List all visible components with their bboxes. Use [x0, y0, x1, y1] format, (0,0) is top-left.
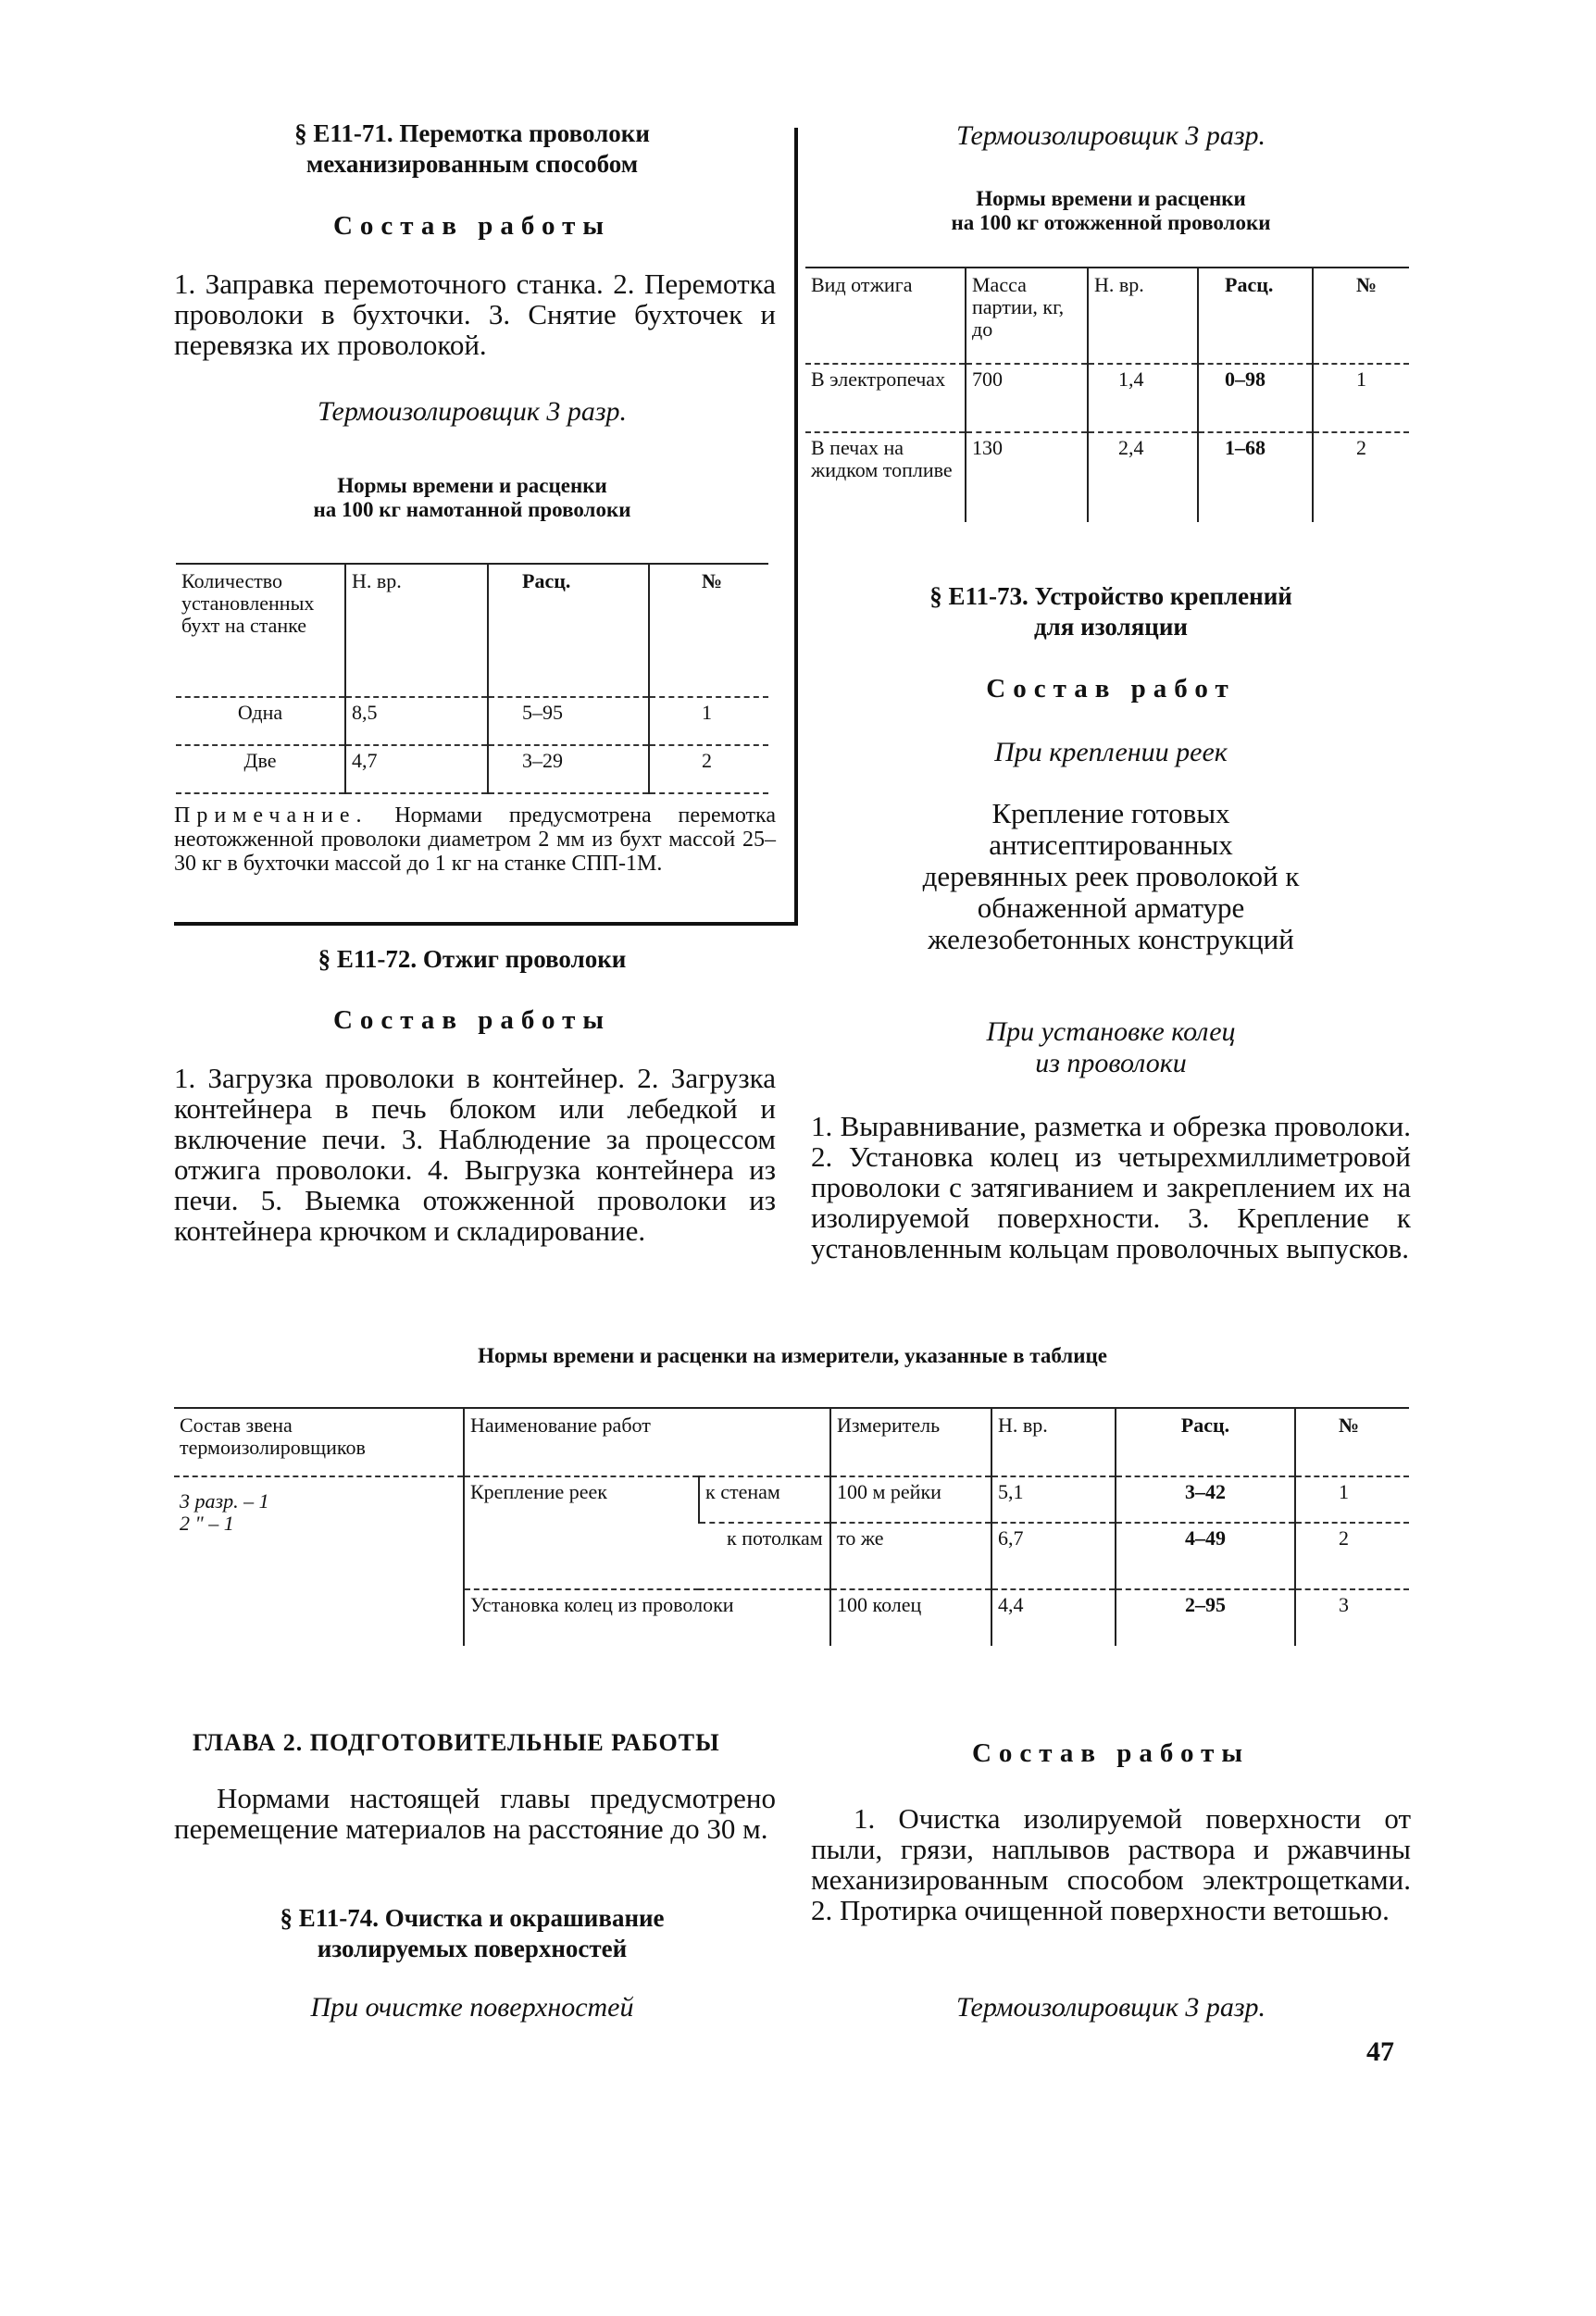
s73-table	[174, 1407, 1409, 1646]
s73-title: § Е11-73. Устройство креплений для изоляции	[929, 582, 1292, 641]
table-header: Н. вр.	[1088, 268, 1198, 364]
table-header: №	[1295, 1408, 1409, 1476]
s72-norms-caption: Нормы времени и расценки на 100 кг отожженной проволоки	[951, 187, 1271, 234]
s73-sub1-text: Крепление готовых антисептированных деревянных реек проволокой к обнаженной арматуре железобетонных конструкций	[922, 797, 1300, 955]
table-header: №	[649, 564, 768, 697]
table-cell: 1	[649, 697, 768, 745]
table-cell: Установка колец из проволоки	[464, 1589, 830, 1646]
chapter-intro: Нормами настоящей главы предусмотрено перемещение материалов на расстояние до 30 м.	[174, 1782, 776, 1845]
s73-sub2-text: 1. Выравнивание, разметка и обрезка проволоки. 2. Установка колец из четырехмиллиметровой проволоки с затягиванием и закреплением их на изолируемой поверхности. 3. Крепление к установленным кольцам проволочных выпусков.	[811, 1110, 1411, 1264]
s71-work-heading: Состав работы	[332, 211, 612, 241]
table-header: Состав звена термоизолировщиков	[174, 1408, 464, 1476]
table-header-row	[174, 1408, 1409, 1476]
s71-work-text: 1. Заправка перемоточного станка. 2. Перемотка проволоки в бухточки. 3. Снятие бухточек и перевязка их проволокой.	[174, 268, 776, 361]
s72-title: § Е11-72. Отжиг проволоки	[318, 945, 627, 973]
table-cell: 100 м рейки	[830, 1476, 991, 1523]
table-header-row	[805, 268, 1409, 364]
table-cell: 700	[966, 364, 1088, 432]
table-cell: 2	[649, 745, 768, 793]
table-cell: к стенам	[699, 1476, 830, 1523]
s74-work-text: 1. Очистка изолируемой поверхности от пыли, грязи, наплывов раствора и ржавчины механизированным способом электрощетками. 2. Протирка очищенной поверхности ветошью.	[811, 1802, 1411, 1926]
table-row	[174, 1476, 1409, 1523]
table-cell: 1	[1313, 364, 1409, 432]
s73-sub1: При креплении реек	[994, 737, 1228, 767]
s71-table	[176, 563, 768, 794]
s73-norms-caption: Нормы времени и расценки на измерители, указанные в таблице	[478, 1344, 1107, 1367]
table-cell: к потолкам	[699, 1523, 830, 1589]
table-cell: Одна	[176, 697, 345, 745]
table-cell: 5–95	[488, 697, 649, 745]
s72-work-heading: Состав работы	[332, 1005, 612, 1035]
table-cell: 5,1	[991, 1476, 1116, 1523]
table-header: Н. вр.	[345, 564, 488, 697]
chapter-title: ГЛАВА 2. ПОДГОТОВИТЕЛЬНЫЕ РАБОТЫ	[193, 1729, 720, 1756]
table-cell: Крепление реек	[464, 1476, 699, 1589]
table-cell: В электропечах	[805, 364, 966, 432]
table-row	[174, 1589, 1409, 1646]
s71-title: § Е11-71. Перемотка проволоки механизированным способом	[294, 119, 650, 178]
section-bottom-rule	[174, 922, 798, 926]
table-cell: 1	[1295, 1476, 1409, 1523]
table-cell: 2–95	[1116, 1589, 1295, 1646]
s72-work-text: 1. Загрузка проволоки в контейнер. 2. Загрузка контейнера в печь блоком или лебедкой и включение печи. 3. Наблюдение за процессом отжига проволоки. 4. Выгрузка контейнера из печи. 5. Выемка отожженной проволоки из контейнера крючком и складирование.	[174, 1062, 776, 1247]
table-header: Н. вр.	[991, 1408, 1116, 1476]
table-header: Масса партии, кг, до	[966, 268, 1088, 364]
s74-worker: Термоизолировщик 3 разр.	[955, 1992, 1266, 2023]
table-cell: 8,5	[345, 697, 488, 745]
page-number: 47	[1366, 2036, 1394, 2067]
table-header: Вид отжига	[805, 268, 966, 364]
crew-cell: 3 разр. – 1 2 " – 1	[174, 1476, 464, 1589]
note-label: Примечание.	[174, 803, 368, 828]
table-row	[805, 364, 1409, 432]
s74-sub: При очистке поверхностей	[310, 1992, 634, 2023]
s72-worker: Термоизолировщик 3 разр.	[955, 120, 1266, 151]
table-cell: 3–42	[1116, 1476, 1295, 1523]
table-cell: Две	[176, 745, 345, 793]
table-cell: 3–29	[488, 745, 649, 793]
table-cell: 4–49	[1116, 1523, 1295, 1589]
s74-title: § Е11-74. Очистка и окрашивание изолируемых поверхностей	[280, 1904, 665, 1962]
table-header: Количество установленных бухт на станке	[176, 564, 345, 697]
table-cell: 0–98	[1198, 364, 1313, 432]
table-row	[176, 745, 768, 793]
table-cell: 130	[966, 432, 1088, 522]
table-cell: 4,4	[991, 1589, 1116, 1646]
table-header: Расц.	[488, 564, 649, 697]
table-header: Расц.	[1116, 1408, 1295, 1476]
table-cell: 2	[1313, 432, 1409, 522]
s73-work-heading: Состав работ	[986, 674, 1236, 704]
s74-work-heading: Состав работы	[971, 1738, 1251, 1768]
table-row	[805, 432, 1409, 522]
table-header: Наименование работ	[464, 1408, 830, 1476]
s71-worker: Термоизолировщик 3 разр.	[317, 396, 628, 427]
table-row	[176, 697, 768, 745]
table-cell	[174, 1589, 464, 1646]
s71-note	[174, 803, 776, 876]
table-header: Измеритель	[830, 1408, 991, 1476]
table-cell: 4,7	[345, 745, 488, 793]
table-cell: 1–68	[1198, 432, 1313, 522]
column-divider	[794, 128, 798, 926]
table-header-row	[176, 564, 768, 697]
table-header: Расц.	[1198, 268, 1313, 364]
note-text: Нормами предусмотрена перемотка неотожженной проволоки диаметром 2 мм из бухт массой 25–30 кг в бухточки массой до 1 кг на станке СПП-1М.	[174, 803, 776, 876]
table-header: №	[1313, 268, 1409, 364]
table-cell: 6,7	[991, 1523, 1116, 1589]
table-cell: В печах на жидком топливе	[805, 432, 966, 522]
table-cell: 3	[1295, 1589, 1409, 1646]
table-cell: 2,4	[1088, 432, 1198, 522]
table-cell: то же	[830, 1523, 991, 1589]
s73-sub2: При установке колец из проволоки	[986, 1016, 1236, 1078]
table-cell: 1,4	[1088, 364, 1198, 432]
s71-norms-caption: Нормы времени и расценки на 100 кг намотанной проволоки	[313, 474, 631, 521]
table-cell: 100 колец	[830, 1589, 991, 1646]
s72-table	[805, 267, 1409, 522]
table-cell: 2	[1295, 1523, 1409, 1589]
